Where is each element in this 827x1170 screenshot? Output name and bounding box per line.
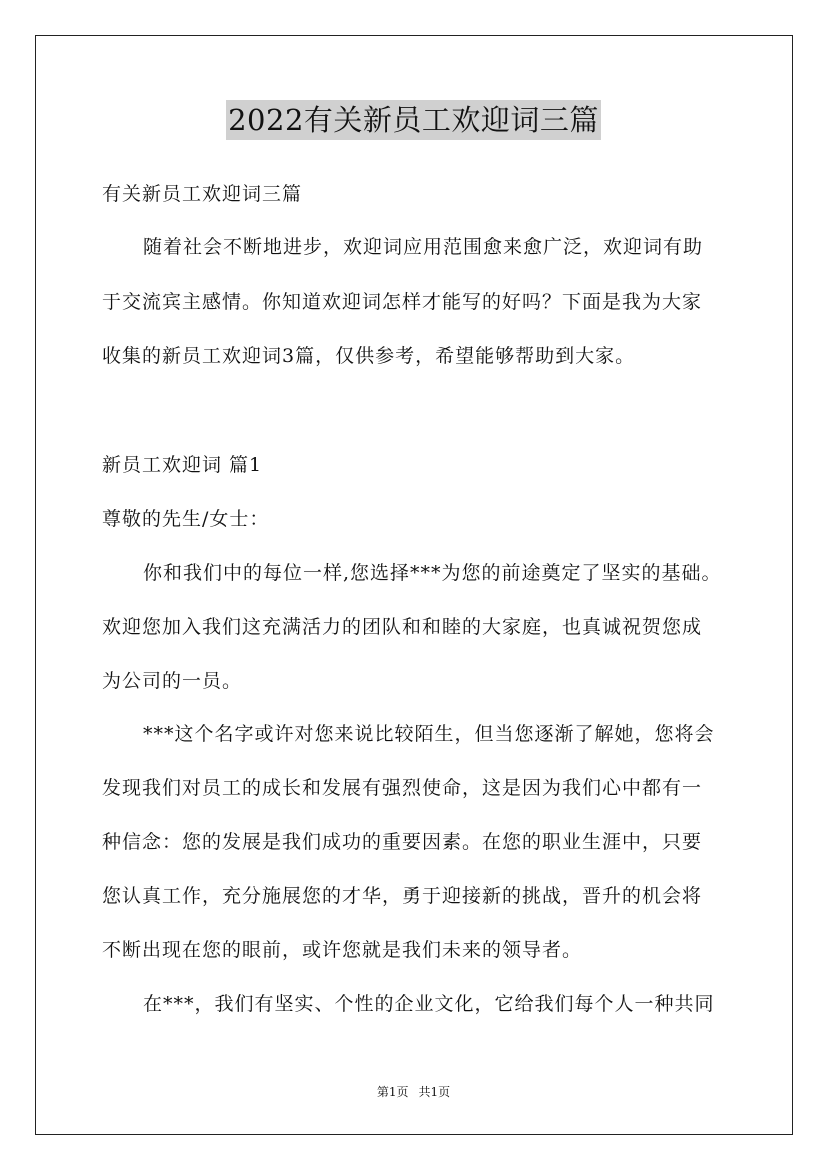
intro-line: 收集的新员工欢迎词3篇，仅供参考，希望能够帮助到大家。: [102, 345, 636, 367]
section-heading: 新员工欢迎词 篇1: [102, 454, 263, 476]
paragraph-line: 发现我们对员工的成长和发展有强烈使命，这是因为我们心中都有一: [102, 777, 703, 799]
paragraph-line: ***这个名字或许对您来说比较陌生，但当您逐渐了解她，您将会: [143, 723, 715, 745]
paragraph-line: 您认真工作，充分施展您的才华，勇于迎接新的挑战，晋升的机会将: [102, 885, 703, 907]
paragraph-line: 不断出现在您的眼前，或许您就是我们未来的领导者。: [102, 939, 583, 961]
salutation: 尊敬的先生/女士：: [102, 508, 270, 530]
intro-line: 于交流宾主感情。你知道欢迎词怎样才能写的好吗？下面是我为大家: [102, 291, 703, 313]
page-total: 共1页: [418, 1085, 451, 1099]
intro-line: 随着社会不断地进步，欢迎词应用范围愈来愈广泛，欢迎词有助: [143, 236, 704, 258]
page-footer: [0, 1084, 827, 1100]
page-number: 第1页: [376, 1085, 409, 1099]
document-title-text: 2022有关新员工欢迎词三篇: [226, 100, 601, 140]
document-title: [0, 100, 827, 140]
document-subtitle: 有关新员工欢迎词三篇: [102, 183, 303, 205]
paragraph-line: 在***，我们有坚实、个性的企业文化，它给我们每个人一种共同: [143, 993, 715, 1015]
paragraph-line: 欢迎您加入我们这充满活力的团队和和睦的大家庭，也真诚祝贺您成: [102, 616, 703, 638]
paragraph-line: 种信念：您的发展是我们成功的重要因素。在您的职业生涯中，只要: [102, 831, 703, 853]
paragraph-line: 你和我们中的每位一样,您选择***为您的前途奠定了坚实的基础。: [143, 562, 722, 584]
paragraph-line: 为公司的一员。: [102, 670, 243, 692]
